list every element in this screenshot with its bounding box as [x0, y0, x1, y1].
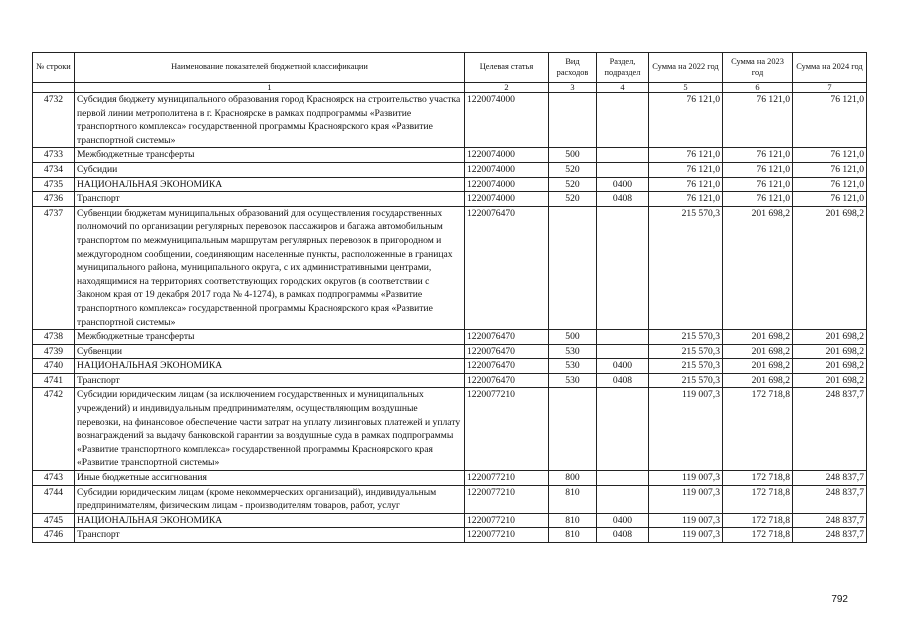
row-section — [597, 471, 649, 486]
row-expense-kind: 530 — [549, 359, 597, 374]
row-sum-2023: 172 718,8 — [723, 388, 793, 471]
row-sum-2022: 76 121,0 — [649, 192, 723, 207]
row-sum-2024: 248 837,7 — [793, 513, 867, 528]
row-section — [597, 148, 649, 163]
row-number: 4736 — [33, 192, 75, 207]
row-sum-2023: 172 718,8 — [723, 528, 793, 543]
row-name: Субвенции — [75, 344, 465, 359]
row-expense-kind — [549, 206, 597, 329]
row-name: Транспорт — [75, 528, 465, 543]
row-sum-2024: 201 698,2 — [793, 330, 867, 345]
row-sum-2022: 215 570,3 — [649, 330, 723, 345]
row-expense-kind: 810 — [549, 485, 597, 513]
row-number: 4744 — [33, 485, 75, 513]
table-row — [33, 388, 867, 471]
header-sum-2024: Сумма на 2024 год — [793, 53, 867, 83]
row-sum-2024: 76 121,0 — [793, 162, 867, 177]
header-row-no: № строки — [33, 53, 75, 83]
row-target-article: 1220077210 — [465, 388, 549, 471]
row-number: 4741 — [33, 373, 75, 388]
header-sum-2023: Сумма на 2023 год — [723, 53, 793, 83]
row-number: 4734 — [33, 162, 75, 177]
row-expense-kind: 520 — [549, 162, 597, 177]
row-target-article: 1220076470 — [465, 206, 549, 329]
row-sum-2024: 76 121,0 — [793, 177, 867, 192]
row-sum-2024: 76 121,0 — [793, 93, 867, 148]
table-row — [33, 471, 867, 486]
row-section — [597, 485, 649, 513]
row-sum-2023: 172 718,8 — [723, 485, 793, 513]
row-name: Субвенции бюджетам муниципальных образований для осуществления государственных полномочий по организации регулярных перевозок пассажиров и багажа автомобильным транспортом по межмуниципальным маршрутам регулярных перевозок в пригородном и междугородном сообщении, соединяющим населенные пункты, расположенные в границах муниципального района, муниципального округа, с их административными центрами, находящимися на территориях соответствующих городских округов (в соответствии с Законом края от 19 декабря 2017 года № 4-1274), в рамках подпрограммы «Развитие транспортного комплекса» государственной программы Красноярского края «Развитие транспортной системы» — [75, 206, 465, 329]
row-expense-kind: 810 — [549, 528, 597, 543]
row-section: 0408 — [597, 528, 649, 543]
header-row — [33, 53, 867, 83]
row-sum-2022: 76 121,0 — [649, 162, 723, 177]
table-row — [33, 330, 867, 345]
row-target-article: 1220077210 — [465, 513, 549, 528]
row-number: 4745 — [33, 513, 75, 528]
row-sum-2024: 248 837,7 — [793, 471, 867, 486]
row-number: 4743 — [33, 471, 75, 486]
row-section: 0400 — [597, 177, 649, 192]
row-section — [597, 330, 649, 345]
row-name: Субсидии юридическим лицам (кроме некоммерческих организаций), индивидуальным предпринимателям, физическим лицам - производителям товаров, работ, услуг — [75, 485, 465, 513]
column-index-blank — [33, 83, 75, 93]
row-sum-2023: 201 698,2 — [723, 373, 793, 388]
table-row — [33, 344, 867, 359]
row-sum-2024: 201 698,2 — [793, 373, 867, 388]
column-index: 5 — [649, 83, 723, 93]
row-sum-2022: 215 570,3 — [649, 344, 723, 359]
budget-table — [32, 52, 867, 543]
row-sum-2022: 215 570,3 — [649, 206, 723, 329]
row-sum-2024: 201 698,2 — [793, 359, 867, 374]
row-sum-2023: 76 121,0 — [723, 93, 793, 148]
row-sum-2022: 119 007,3 — [649, 528, 723, 543]
row-name: Межбюджетные трансферты — [75, 148, 465, 163]
row-expense-kind — [549, 388, 597, 471]
row-sum-2022: 119 007,3 — [649, 513, 723, 528]
row-number: 4740 — [33, 359, 75, 374]
table-row — [33, 359, 867, 374]
row-sum-2022: 215 570,3 — [649, 359, 723, 374]
row-sum-2024: 76 121,0 — [793, 148, 867, 163]
row-name: Субсидии — [75, 162, 465, 177]
header-section: Раздел, подраздел — [597, 53, 649, 83]
table-row — [33, 192, 867, 207]
column-index: 4 — [597, 83, 649, 93]
row-sum-2024: 248 837,7 — [793, 485, 867, 513]
row-name: НАЦИОНАЛЬНАЯ ЭКОНОМИКА — [75, 359, 465, 374]
row-sum-2023: 76 121,0 — [723, 177, 793, 192]
row-sum-2022: 119 007,3 — [649, 485, 723, 513]
table-row — [33, 206, 867, 329]
row-expense-kind: 500 — [549, 330, 597, 345]
row-target-article: 1220076470 — [465, 330, 549, 345]
row-sum-2024: 201 698,2 — [793, 344, 867, 359]
row-expense-kind: 520 — [549, 192, 597, 207]
row-section — [597, 388, 649, 471]
row-name: Межбюджетные трансферты — [75, 330, 465, 345]
row-section: 0408 — [597, 192, 649, 207]
table-row — [33, 528, 867, 543]
row-target-article: 1220077210 — [465, 471, 549, 486]
row-name: Субсидии юридическим лицам (за исключением государственных и муниципальных учреждений) и индивидуальным предпринимателям, осуществляющим воздушные перевозки, на финансовое обеспечение части затрат на уплату лизинговых платежей и уплату вознаграждений за выдачу банковской гарантии за воздушные суда в рамках подпрограммы «Развитие транспортного комплекса» государственной программы Красноярского края «Развитие транспортной системы» — [75, 388, 465, 471]
row-target-article: 1220074000 — [465, 162, 549, 177]
header-kind: Вид расходов — [549, 53, 597, 83]
row-sum-2023: 201 698,2 — [723, 344, 793, 359]
row-name: Транспорт — [75, 373, 465, 388]
row-target-article: 1220076470 — [465, 373, 549, 388]
header-target: Целевая статья — [465, 53, 549, 83]
row-section: 0400 — [597, 513, 649, 528]
row-sum-2022: 119 007,3 — [649, 388, 723, 471]
row-target-article: 1220074000 — [465, 93, 549, 148]
table-row — [33, 485, 867, 513]
row-number: 4735 — [33, 177, 75, 192]
header-name: Наименование показателей бюджетной классификации — [75, 53, 465, 83]
row-name: Транспорт — [75, 192, 465, 207]
row-name: Субсидия бюджету муниципального образования город Красноярск на строительство участка первой линии метрополитена в г. Красноярске в рамках подпрограммы «Развитие транспортного комплекса» государственной программы Красноярского края «Развитие транспортной системы» — [75, 93, 465, 148]
table-body — [33, 93, 867, 543]
row-sum-2023: 76 121,0 — [723, 148, 793, 163]
row-sum-2023: 201 698,2 — [723, 359, 793, 374]
row-sum-2022: 119 007,3 — [649, 471, 723, 486]
header-sum-2022: Сумма на 2022 год — [649, 53, 723, 83]
row-sum-2024: 248 837,7 — [793, 388, 867, 471]
row-sum-2023: 201 698,2 — [723, 206, 793, 329]
column-index: 1 — [75, 83, 465, 93]
table-row — [33, 513, 867, 528]
row-name: НАЦИОНАЛЬНАЯ ЭКОНОМИКА — [75, 177, 465, 192]
row-section — [597, 93, 649, 148]
row-number: 4737 — [33, 206, 75, 329]
row-sum-2023: 201 698,2 — [723, 330, 793, 345]
row-name: НАЦИОНАЛЬНАЯ ЭКОНОМИКА — [75, 513, 465, 528]
row-sum-2024: 201 698,2 — [793, 206, 867, 329]
row-target-article: 1220074000 — [465, 192, 549, 207]
row-sum-2023: 76 121,0 — [723, 162, 793, 177]
row-sum-2024: 76 121,0 — [793, 192, 867, 207]
row-name: Иные бюджетные ассигнования — [75, 471, 465, 486]
row-section: 0408 — [597, 373, 649, 388]
table-row — [33, 177, 867, 192]
table-row — [33, 162, 867, 177]
row-expense-kind: 530 — [549, 373, 597, 388]
row-sum-2022: 76 121,0 — [649, 177, 723, 192]
row-section — [597, 206, 649, 329]
page-number: 792 — [831, 594, 848, 605]
table-row — [33, 148, 867, 163]
row-expense-kind: 500 — [549, 148, 597, 163]
row-expense-kind: 800 — [549, 471, 597, 486]
table-row — [33, 93, 867, 148]
row-number: 4742 — [33, 388, 75, 471]
row-section: 0400 — [597, 359, 649, 374]
column-index: 2 — [465, 83, 549, 93]
row-target-article: 1220076470 — [465, 359, 549, 374]
row-target-article: 1220077210 — [465, 485, 549, 513]
row-expense-kind — [549, 93, 597, 148]
row-target-article: 1220074000 — [465, 148, 549, 163]
row-number: 4739 — [33, 344, 75, 359]
row-section — [597, 344, 649, 359]
row-expense-kind: 520 — [549, 177, 597, 192]
row-sum-2022: 76 121,0 — [649, 148, 723, 163]
column-index: 7 — [793, 83, 867, 93]
row-target-article: 1220074000 — [465, 177, 549, 192]
column-index: 3 — [549, 83, 597, 93]
row-expense-kind: 810 — [549, 513, 597, 528]
column-index: 6 — [723, 83, 793, 93]
row-sum-2023: 172 718,8 — [723, 471, 793, 486]
row-number: 4733 — [33, 148, 75, 163]
column-index-row — [33, 83, 867, 93]
row-target-article: 1220076470 — [465, 344, 549, 359]
row-sum-2023: 76 121,0 — [723, 192, 793, 207]
row-number: 4746 — [33, 528, 75, 543]
row-number: 4732 — [33, 93, 75, 148]
row-section — [597, 162, 649, 177]
row-sum-2022: 76 121,0 — [649, 93, 723, 148]
row-number: 4738 — [33, 330, 75, 345]
row-sum-2023: 172 718,8 — [723, 513, 793, 528]
row-target-article: 1220077210 — [465, 528, 549, 543]
row-expense-kind: 530 — [549, 344, 597, 359]
table-row — [33, 373, 867, 388]
row-sum-2022: 215 570,3 — [649, 373, 723, 388]
row-sum-2024: 248 837,7 — [793, 528, 867, 543]
